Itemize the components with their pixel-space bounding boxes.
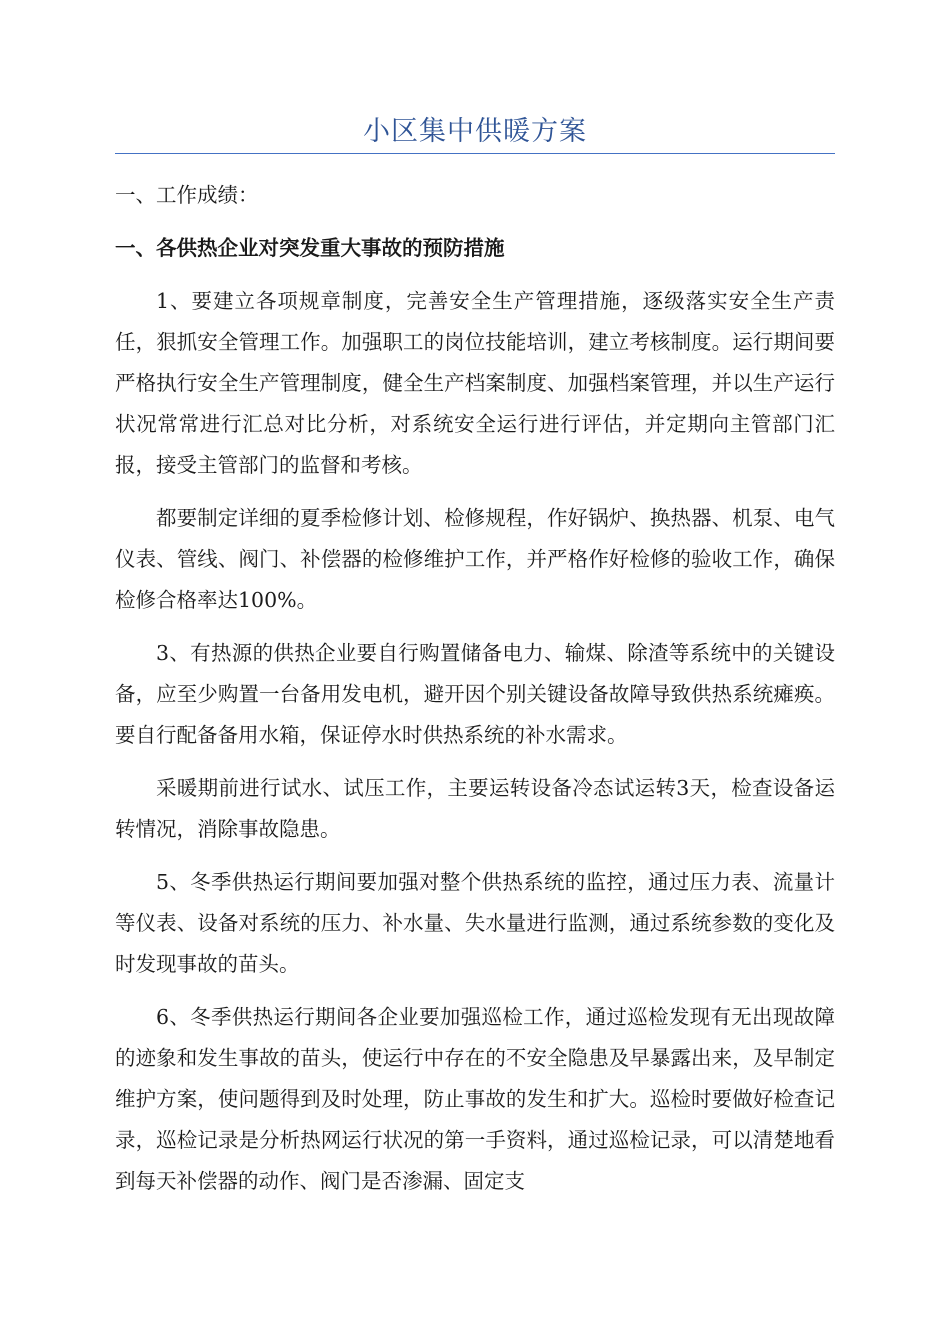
body-paragraph: 6、冬季供热运行期间各企业要加强巡检工作，通过巡检发现有无出现故障的迹象和发生事故的苗头，使运行中存在的不安全隐患及早暴露出来，及早制定维护方案，使问题得到及时处理，防止事故的发生和扩大。巡检时要做好检查记录，巡检记录是分析热网运行状况的第一手资料，通过巡检记录，可以清楚地看到每天补偿器的动作、阀门是否渗漏、固定支 bbox=[115, 1005, 835, 1193]
section-intro: 一、工作成绩： bbox=[115, 183, 259, 207]
body-paragraph: 3、有热源的供热企业要自行购置储备电力、输煤、除渣等系统中的关键设备，应至少购置一台备用发电机，避开因个别关键设备故障导致供热系统瘫痪。要自行配备备用水箱，保证停水时供热系统的补水需求。 bbox=[115, 641, 835, 747]
body-paragraph: 1、要建立各项规章制度，完善安全生产管理措施，逐级落实安全生产责任，狠抓安全管理工作。加强职工的岗位技能培训，建立考核制度。运行期间要严格执行安全生产管理制度，健全生产档案制度、加强档案管理，并以生产运行状况常常进行汇总对比分析，对系统安全运行进行评估，并定期向主管部门汇报，接受主管部门的监督和考核。 bbox=[115, 289, 835, 477]
document-body bbox=[115, 175, 835, 1214]
document-title: 小区集中供暖方案 bbox=[363, 116, 587, 147]
title-underline bbox=[115, 153, 835, 154]
body-paragraph: 采暖期前进行试水、试压工作，主要运转设备冷态试运转3天，检查设备运转情况，消除事故隐患。 bbox=[115, 776, 835, 841]
body-paragraph: 都要制定详细的夏季检修计划、检修规程，作好锅炉、换热器、机泵、电气仪表、管线、阀门、补偿器的检修维护工作，并严格作好检修的验收工作，确保检修合格率达100%。 bbox=[115, 506, 835, 612]
section-heading: 一、各供热企业对突发重大事故的预防措施 bbox=[115, 236, 505, 260]
body-paragraph: 5、冬季供热运行期间要加强对整个供热系统的监控，通过压力表、流量计等仪表、设备对系统的压力、补水量、失水量进行监测，通过系统参数的变化及时发现事故的苗头。 bbox=[115, 870, 835, 976]
